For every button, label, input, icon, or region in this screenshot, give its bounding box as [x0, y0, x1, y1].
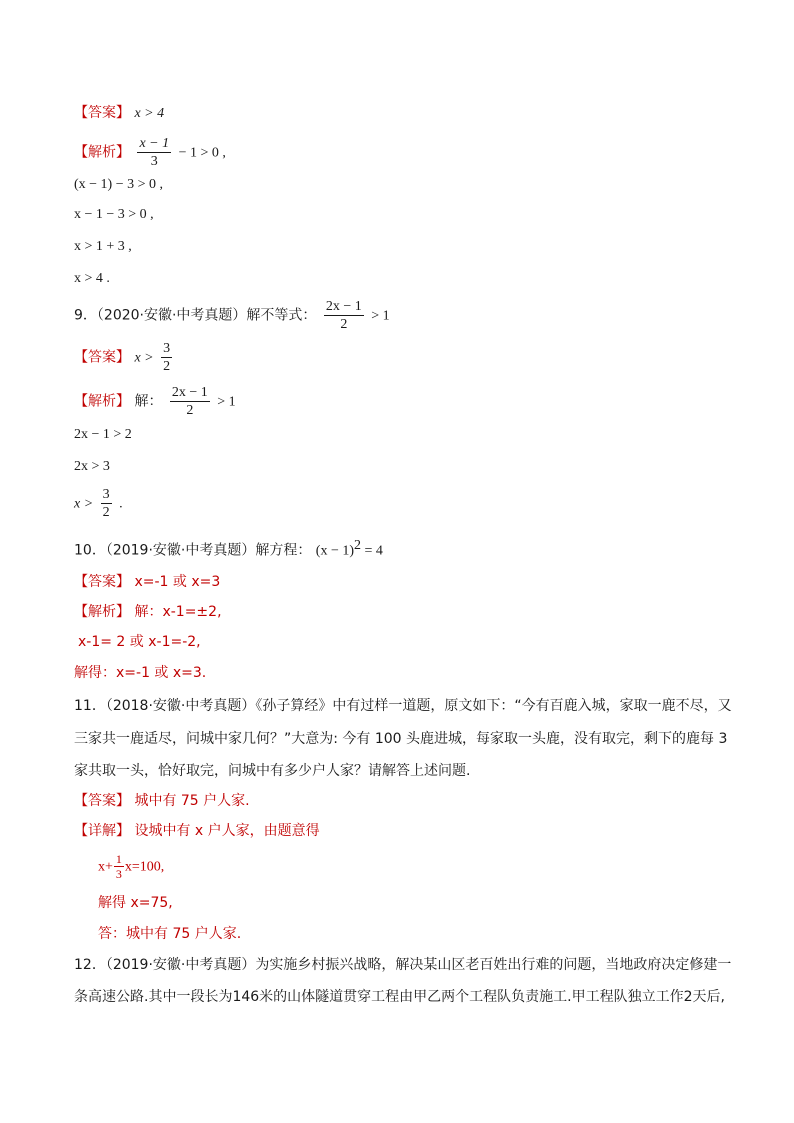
q9-step3-tail: .: [119, 496, 123, 512]
q11-answer: 城中有 75 户人家.: [134, 793, 250, 809]
fraction-numerator: 2x − 1: [171, 385, 208, 400]
fraction-numerator: 1: [115, 852, 122, 866]
answer-tag: 【答案】: [74, 574, 130, 590]
q10-stem-line: [74, 537, 383, 561]
q10-eq-tail: = 4: [361, 543, 383, 559]
answer-tag: 【答案】: [74, 349, 130, 366]
q11-line3: 家共取一头，恰好取完，问城中有多少户人家？请解答上述问题.: [74, 763, 471, 779]
q8-step3: x > 1 + 3 ,: [74, 239, 132, 254]
q10-answer-line: [74, 573, 220, 591]
q11-solve: 解得 x=75,: [98, 895, 173, 911]
q9-answer-prefix: x >: [134, 350, 154, 366]
fraction-numerator: 3: [102, 487, 110, 502]
answer-tag: 【答案】: [74, 793, 130, 809]
q12-line2: 条高速公路.其中一段长为146米的山体隧道贯穿工程由甲乙两个工程队负责施工.甲工程队独立工作2天后,: [74, 989, 725, 1005]
q8-step0-tail: − 1 > 0 ,: [178, 145, 226, 161]
q9-analysis-tail: > 1: [217, 394, 236, 410]
fraction-denominator: 2: [163, 359, 171, 374]
q10-stem: 10．（2019·安徽·中考真题）解方程：: [74, 542, 312, 559]
q8-step2: x − 1 − 3 > 0 ,: [74, 207, 154, 222]
q11-detail: 设城中有 x 户人家，由题意得: [134, 823, 320, 839]
answer-tag: 【答案】: [74, 105, 130, 121]
q9-stem-line: [74, 298, 390, 333]
detail-tag: 【详解】: [74, 823, 130, 839]
q9-stem: 9．（2020·安徽·中考真题）解不等式：: [74, 307, 317, 324]
q9-frac-tail: > 1: [371, 308, 390, 324]
q11-eq-fraction: [114, 852, 124, 881]
q8-analysis-line: [74, 135, 226, 170]
q11-eq-tail: x=100,: [124, 859, 165, 875]
fraction-denominator: 2: [340, 317, 348, 332]
q11-detail-line: [74, 822, 320, 840]
fraction-numerator: 3: [163, 341, 171, 356]
q8-answer: x > 4: [134, 106, 165, 121]
q9-answer-fraction: [161, 340, 172, 375]
fraction-numerator: x − 1: [139, 136, 170, 151]
q8-step4: x > 4 .: [74, 271, 110, 286]
q9-analysis-line: [74, 384, 236, 419]
q9-analysis-fraction: [170, 384, 210, 419]
q9-answer-line: [74, 340, 175, 375]
q11-final: 答：城中有 75 户人家.: [98, 926, 242, 942]
q9-step2: 2x > 3: [74, 459, 110, 474]
q9-analysis-prefix: 解：: [134, 393, 163, 410]
q9-fraction: [324, 298, 364, 333]
q10-step1: x-1= 2 或 x-1=-2,: [78, 634, 201, 650]
q10-equation: (x − 1): [315, 543, 355, 559]
fraction-denominator: 3: [150, 154, 158, 169]
q11-line2: 三家共一鹿适尽，问城中家几何？”大意为: 今有 100 头鹿进城，每家取一头鹿，没有取完，剩下的鹿每 3: [74, 731, 728, 747]
fraction-denominator: 3: [115, 867, 122, 881]
fraction-denominator: 2: [186, 403, 194, 418]
q9-step3-fraction: [101, 486, 112, 521]
q8-fraction: [137, 135, 171, 170]
q9-step1: 2x − 1 > 2: [74, 427, 132, 442]
fraction-numerator: 2x − 1: [325, 299, 362, 314]
q9-step3-line: [74, 486, 123, 521]
analysis-tag: 【解析】: [74, 604, 130, 620]
analysis-tag: 【解析】: [74, 393, 130, 410]
q11-line1: 11．（2018·安徽·中考真题）《孙子算经》中有过样一道题，原文如下：“今有百鹿入城，家取一鹿不尽，又: [74, 698, 732, 714]
q8-step1: (x − 1) − 3 > 0 ,: [74, 177, 164, 192]
q11-answer-line: [74, 792, 250, 810]
q11-equation-line: [98, 852, 164, 881]
q11-eq-prefix: x+: [98, 859, 113, 875]
q9-step3-prefix: x >: [74, 496, 94, 512]
q12-line1: 12．（2019·安徽·中考真题）为实施乡村振兴战略，解决某山区老百姓出行难的问题，当地政府决定修建一: [74, 957, 732, 973]
q10-analysis: 解：x-1=±2,: [134, 604, 222, 620]
q10-step2: 解得：x=-1 或 x=3.: [74, 665, 207, 681]
q10-exponent: 2: [354, 538, 362, 553]
fraction-denominator: 2: [102, 505, 110, 520]
analysis-tag: 【解析】: [74, 144, 130, 161]
q10-analysis-line: [74, 603, 222, 621]
q10-answer: x=-1 或 x=3: [134, 574, 221, 590]
q8-answer-line: [74, 104, 164, 123]
